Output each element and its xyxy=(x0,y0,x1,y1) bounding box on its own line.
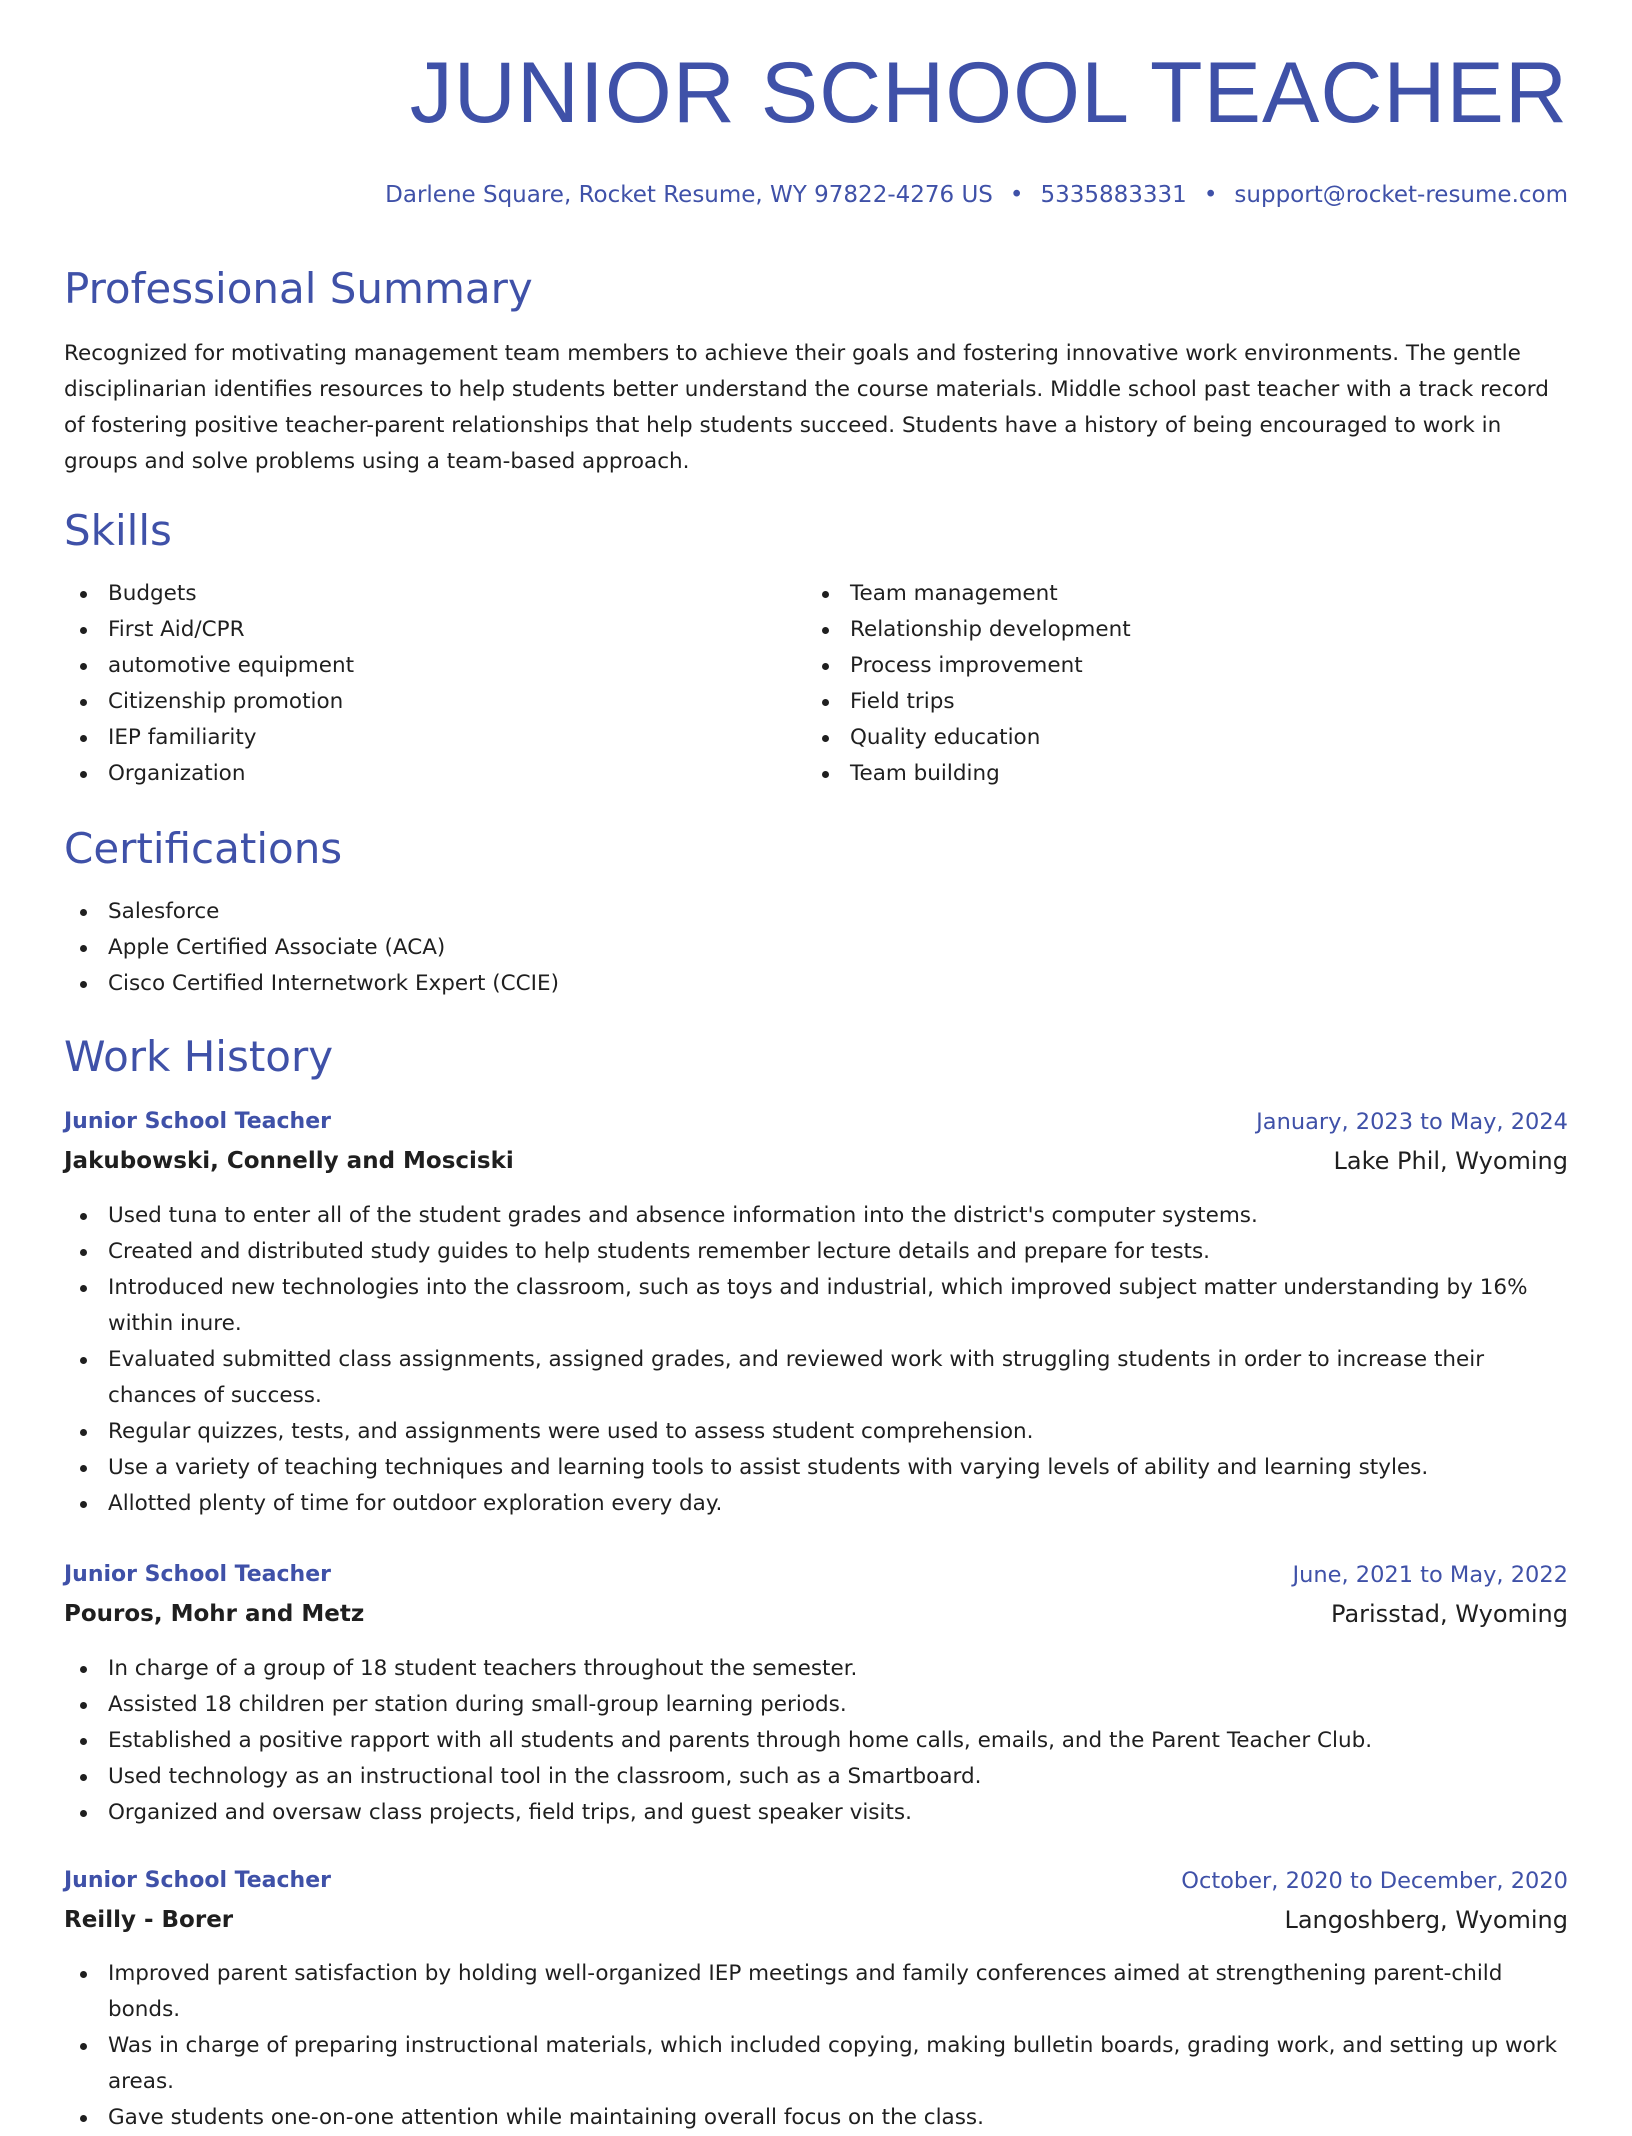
contact-address: Darlene Square, Rocket Resume, WY 97822-4276 US xyxy=(385,182,993,208)
job-bullet: Use a variety of teaching techniques and learning tools to assist students with varying levels of ability and learning styles. xyxy=(64,1450,1568,1486)
skills-list-left xyxy=(64,576,764,792)
skill-item: IEP familiarity xyxy=(64,720,764,756)
skill-item: Team management xyxy=(806,576,1506,612)
skill-item: Team building xyxy=(806,756,1506,792)
job-bullet: Gave students one-on-one attention while maintaining overall focus on the class. xyxy=(64,2100,1568,2136)
job-header-row xyxy=(64,1863,1568,1899)
job-bullet: Allotted plenty of time for outdoor exploration every day. xyxy=(64,1486,1568,1522)
job-title: Junior School Teacher xyxy=(64,1562,331,1587)
work-history-heading: Work History xyxy=(64,1032,334,1081)
job-header-row xyxy=(64,1104,1568,1140)
skill-item: Organization xyxy=(64,756,764,792)
skill-item: Quality education xyxy=(806,720,1506,756)
job-bullet: Evaluated submitted class assignments, assigned grades, and reviewed work with struggling students in order to increase their chances of success. xyxy=(64,1342,1568,1414)
contact-separator: • xyxy=(1009,182,1024,208)
resume-name-heading: JUNIOR SCHOOL TEACHER xyxy=(409,45,1568,141)
certifications-list xyxy=(64,894,1568,1002)
job-bullet: In charge of a group of 18 student teachers throughout the semester. xyxy=(64,1651,1568,1687)
job-employer-row xyxy=(64,1902,1568,1938)
job-bullets xyxy=(64,1198,1568,1522)
job-location: Langoshberg, Wyoming xyxy=(1284,1906,1568,1934)
job-company: Reilly - Borer xyxy=(64,1907,234,1933)
contact-separator: • xyxy=(1203,182,1218,208)
job-title: Junior School Teacher xyxy=(64,1868,331,1893)
job-bullets xyxy=(64,1956,1568,2136)
job-employer-row xyxy=(64,1143,1568,1179)
certification-item: Cisco Certified Internetwork Expert (CCIE) xyxy=(64,966,1568,1002)
job-bullet: Organized and oversaw class projects, field trips, and guest speaker visits. xyxy=(64,1795,1568,1831)
job-location: Lake Phil, Wyoming xyxy=(1333,1147,1568,1175)
summary-text: Recognized for motivating management team members to achieve their goals and fostering innovative work environments. The gentle disciplinarian identifies resources to help students better understand the course materials. Middle school past teacher with a track record of fostering positive teacher-parent relationships that help students succeed. Students have a history of being encouraged to work in groups and solve problems using a team-based approach. xyxy=(64,341,1549,474)
job-bullet: Used technology as an instructional tool in the classroom, such as a Smartboard. xyxy=(64,1759,1568,1795)
job-company: Jakubowski, Connelly and Mosciski xyxy=(64,1148,514,1174)
job-dates: June, 2021 to May, 2022 xyxy=(1292,1562,1568,1588)
job-dates: January, 2023 to May, 2024 xyxy=(1256,1109,1568,1135)
job-bullet: Assisted 18 children per station during small-group learning periods. xyxy=(64,1687,1568,1723)
contact-line xyxy=(385,182,1568,208)
job-bullet: Was in charge of preparing instructional materials, which included copying, making bulletin boards, grading work, and setting up work areas. xyxy=(64,2028,1568,2100)
job-bullets xyxy=(64,1651,1568,1831)
job-bullet: Introduced new technologies into the classroom, such as toys and industrial, which improved subject matter understanding by 16% within inure. xyxy=(64,1270,1568,1342)
job-title: Junior School Teacher xyxy=(64,1109,331,1134)
job-bullet: Used tuna to enter all of the student grades and absence information into the district's computer systems. xyxy=(64,1198,1568,1234)
certifications-heading: Certifications xyxy=(64,824,343,873)
job-employer-row xyxy=(64,1596,1568,1632)
job-bullet: Created and distributed study guides to help students remember lecture details and prepare for tests. xyxy=(64,1234,1568,1270)
job-dates: October, 2020 to December, 2020 xyxy=(1181,1868,1568,1894)
skill-item: Budgets xyxy=(64,576,764,612)
job-bullet: Improved parent satisfaction by holding well-organized IEP meetings and family conferences aimed at strengthening parent-child bonds. xyxy=(64,1956,1568,2028)
contact-phone: 5335883331 xyxy=(1040,182,1187,208)
job-header-row xyxy=(64,1557,1568,1593)
summary-heading: Professional Summary xyxy=(64,264,533,313)
skill-item: Relationship development xyxy=(806,612,1506,648)
skill-item: automotive equipment xyxy=(64,648,764,684)
job-location: Parisstad, Wyoming xyxy=(1331,1600,1568,1628)
skill-item: First Aid/CPR xyxy=(64,612,764,648)
skills-list-right xyxy=(806,576,1506,792)
skills-heading: Skills xyxy=(64,506,172,555)
skill-item: Process improvement xyxy=(806,648,1506,684)
job-bullet: Regular quizzes, tests, and assignments were used to assess student comprehension. xyxy=(64,1414,1568,1450)
skill-item: Citizenship promotion xyxy=(64,684,764,720)
job-company: Pouros, Mohr and Metz xyxy=(64,1601,365,1627)
certification-item: Apple Certified Associate (ACA) xyxy=(64,930,1568,966)
contact-email: support@rocket-resume.com xyxy=(1234,182,1568,208)
job-bullet: Established a positive rapport with all students and parents through home calls, emails, and the Parent Teacher Club. xyxy=(64,1723,1568,1759)
skill-item: Field trips xyxy=(806,684,1506,720)
certification-item: Salesforce xyxy=(64,894,1568,930)
